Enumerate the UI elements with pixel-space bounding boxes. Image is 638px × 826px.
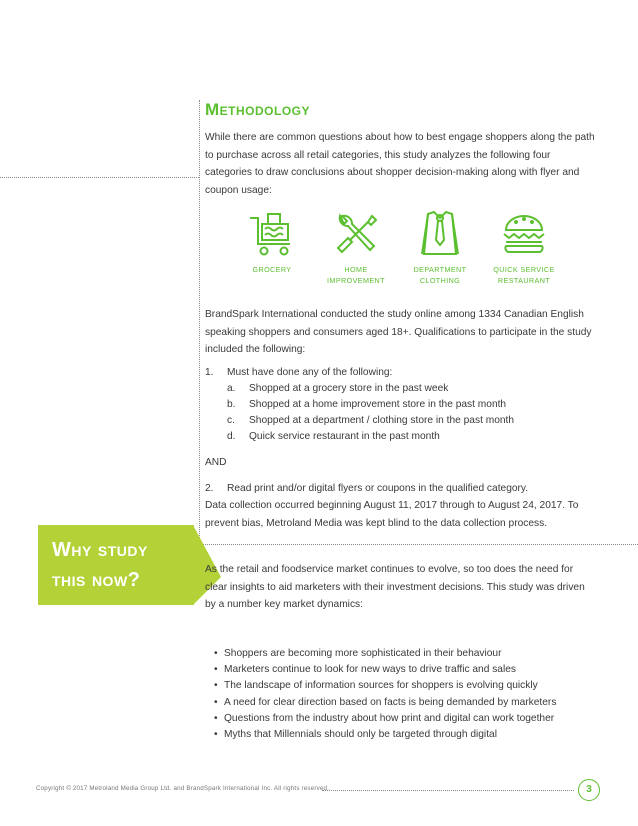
- shirt-tie-icon: [414, 210, 466, 258]
- category-quick-service: [484, 210, 564, 286]
- data-collection-paragraph: Data collection occurred beginning August 11, 2017 through to August 24, 2017. To prevent bias, Metroland Media was kept blind to the data collection process.: [205, 500, 579, 529]
- wrench-screwdriver-icon: [330, 210, 382, 258]
- section-title: Methodology: [205, 100, 310, 119]
- why-paragraph: As the retail and foodservice market continues to evolve, so too does the need for clear insights to aid marketers with their investment decisions. This study was driven by a number key market dynamics:: [205, 564, 585, 610]
- dynamics-list: [214, 646, 614, 743]
- qualification-list: [205, 365, 605, 497]
- category-label: GROCERY: [252, 265, 292, 274]
- horizontal-divider-callout: [199, 544, 638, 545]
- list-item-and: AND: [205, 457, 227, 468]
- list-item: • Questions from the industry about how print and digital can work together: [214, 711, 614, 727]
- list-item: • A need for clear direction based on facts is being demanded by marketers: [214, 695, 614, 711]
- list-item: a. Shopped at a grocery store in the past week: [227, 383, 449, 394]
- list-item: • Shoppers are becoming more sophisticated in their behaviour: [214, 646, 614, 662]
- list-item: • Marketers continue to look for new ways to drive traffic and sales: [214, 662, 614, 678]
- category-label: QUICK SERVICE RESTAURANT: [493, 265, 555, 285]
- category-icons: [232, 210, 562, 290]
- category-label: DEPARTMENT CLOTHING: [413, 265, 467, 285]
- shopping-cart-icon: [246, 210, 298, 258]
- list-item: 1. Must have done any of the following:: [205, 367, 393, 378]
- list-item: • The landscape of information sources for shoppers is evolving quickly: [214, 678, 614, 694]
- copyright-footer: Copyright © 2017 Metroland Media Group Ltd. and BrandSpark International Inc. All rights reserved.: [36, 785, 330, 792]
- footer-divider: [322, 790, 574, 791]
- vertical-divider: [199, 100, 200, 594]
- study-paragraph: BrandSpark International conducted the study online among 1334 Canadian English speaking shoppers and consumers aged 18+. Qualifications to participate in the study included the following:: [205, 309, 592, 355]
- callout-title: Why study this now?: [52, 539, 148, 591]
- list-item: b. Shopped at a home improvement store in the past month: [227, 399, 507, 410]
- category-grocery: [232, 210, 312, 275]
- page-number: 3: [578, 779, 600, 801]
- list-item: d. Quick service restaurant in the past month: [227, 431, 440, 442]
- list-item: c. Shopped at a department / clothing store in the past month: [227, 415, 515, 426]
- category-label: HOME IMPROVEMENT: [327, 265, 385, 285]
- category-home-improvement: [316, 210, 396, 286]
- list-item: 2. Read print and/or digital flyers or coupons in the qualified category.: [205, 483, 529, 494]
- burger-icon: [498, 210, 550, 258]
- list-item: • Myths that Millennials should only be targeted through digital: [214, 727, 614, 743]
- category-department-clothing: [400, 210, 480, 286]
- horizontal-divider-top: [0, 177, 199, 178]
- intro-paragraph: While there are common questions about how to best engage shoppers along the path to purchase across all retail categories, this study analyzes the following four categories to draw conclusions about shopper decision-making along with flyer and coupon usage:: [205, 132, 595, 196]
